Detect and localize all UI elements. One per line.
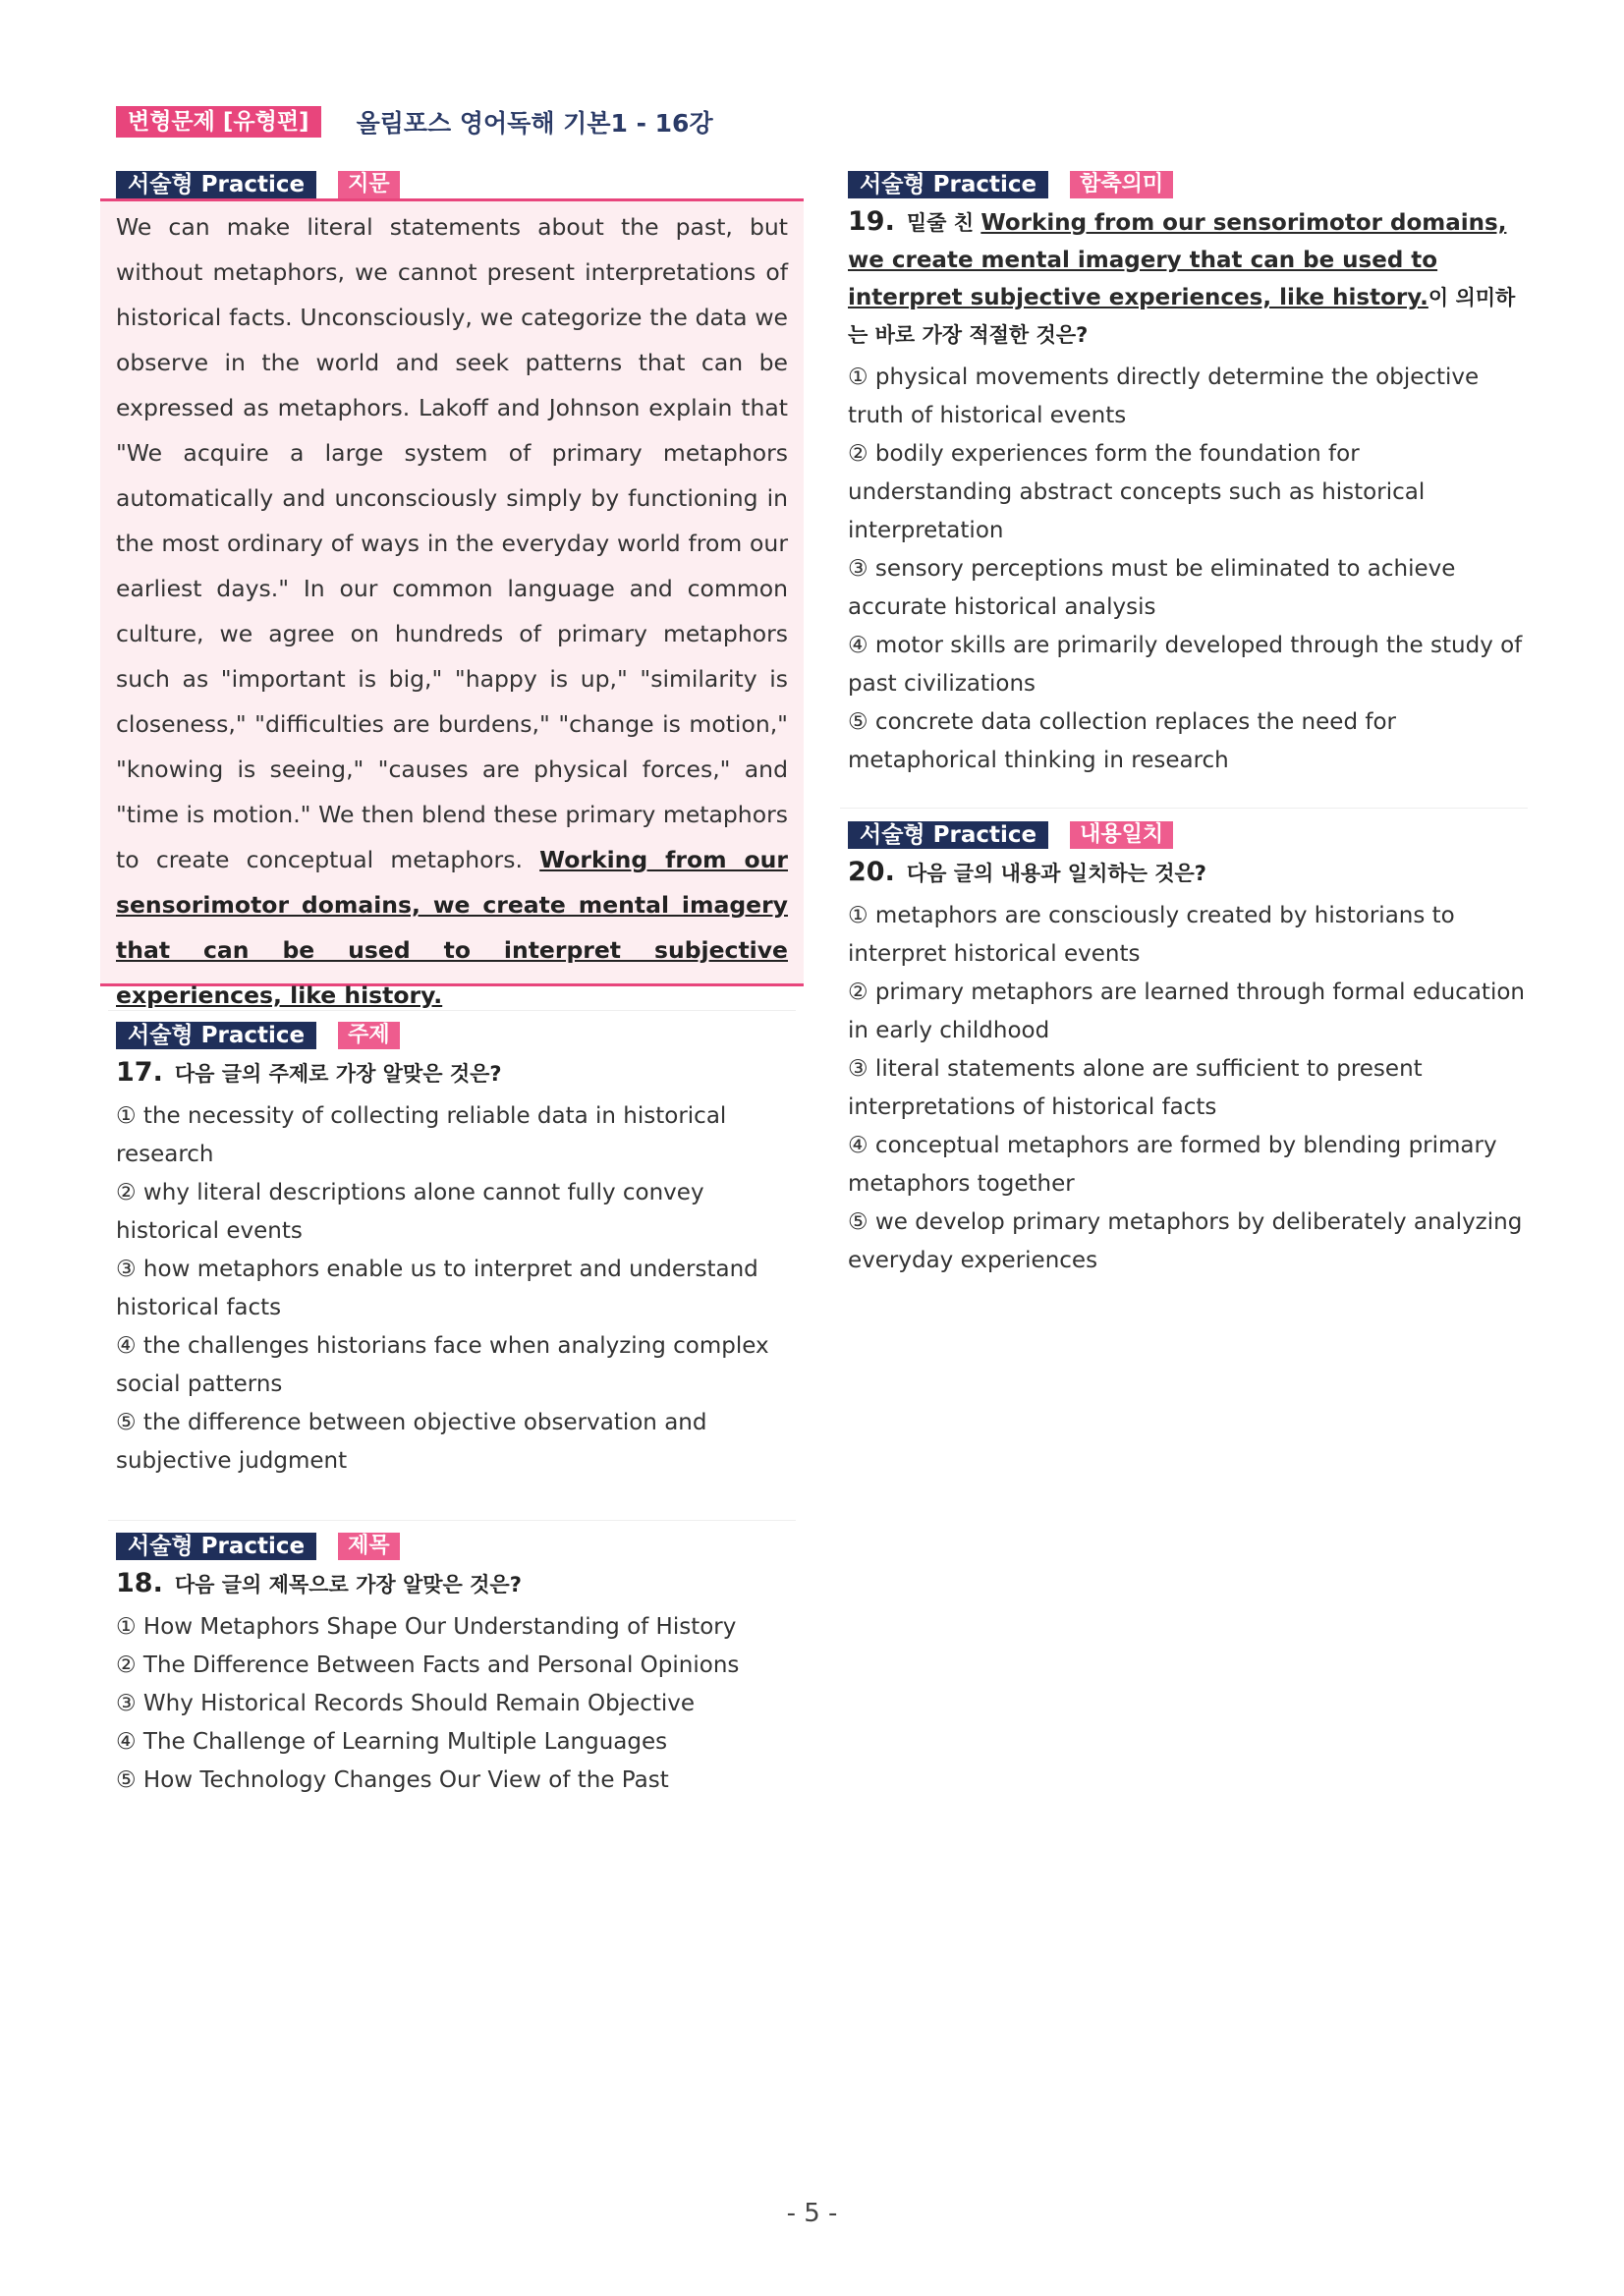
option[interactable]: ② bodily experiences form the foundation for understanding abstract concepts such as historical interpretation xyxy=(848,441,1426,543)
question-text: 다음 글의 주제로 가장 알맞은 것은? xyxy=(174,1062,502,1086)
passage-underlined: Working from our sensorimotor domains, we create mental imagery that can be used to interpret subjective experiences, like history. xyxy=(116,846,788,1009)
question-19 xyxy=(848,171,1526,780)
question-number: 19. xyxy=(848,206,895,237)
question-number: 20. xyxy=(848,857,895,887)
question-stem xyxy=(848,855,1526,893)
question-text: 다음 글의 제목으로 가장 알맞은 것은? xyxy=(174,1573,522,1596)
option[interactable]: ① How Metaphors Shape Our Understanding of History xyxy=(116,1614,737,1640)
option[interactable]: ② why literal descriptions alone cannot fully convey historical events xyxy=(116,1180,704,1244)
type-badge: 내용일치 xyxy=(1070,821,1173,849)
option[interactable]: ④ motor skills are primarily developed through the study of past civilizations xyxy=(848,633,1523,697)
question-number: 17. xyxy=(116,1057,163,1088)
option[interactable]: ① physical movements directly determine the objective truth of historical events xyxy=(848,364,1480,428)
section-tag: 변형문제 [유형편] xyxy=(116,106,321,138)
practice-badge: 서술형 Practice xyxy=(848,821,1048,849)
option[interactable]: ④ the challenges historians face when analyzing complex social patterns xyxy=(116,1333,769,1397)
question-suffix: 이 의미하는 바로 가장 적절한 것은? xyxy=(848,286,1516,347)
option[interactable]: ⑤ we develop primary metaphors by deliberately analyzing everyday experiences xyxy=(848,1209,1523,1273)
page-number: - 5 - xyxy=(786,2199,838,2228)
type-badge: 지문 xyxy=(338,171,400,198)
option[interactable]: ① metaphors are consciously created by historians to interpret historical events xyxy=(848,903,1455,967)
question-number: 18. xyxy=(116,1568,163,1598)
option[interactable]: ③ Why Historical Records Should Remain Objective xyxy=(116,1691,696,1716)
question-17 xyxy=(116,1022,788,1481)
practice-badge: 서술형 Practice xyxy=(116,171,316,198)
question-stem xyxy=(116,1566,788,1604)
option[interactable]: ③ sensory perceptions must be eliminated to achieve accurate historical analysis xyxy=(848,556,1456,620)
divider xyxy=(840,808,1528,809)
option[interactable]: ⑤ How Technology Changes Our View of the Past xyxy=(116,1767,669,1793)
divider xyxy=(108,1010,796,1011)
option[interactable]: ③ literal statements alone are sufficient to present interpretations of historical facts xyxy=(848,1056,1423,1120)
passage-badges xyxy=(116,171,788,198)
question-underlined: Working from our sensorimotor domains, we create mental imagery that can be used to interpret subjective experiences, like history. xyxy=(848,210,1507,310)
options-list xyxy=(848,897,1526,1280)
question-18 xyxy=(116,1533,788,1800)
option[interactable]: ④ The Challenge of Learning Multiple Languages xyxy=(116,1729,668,1755)
options-list xyxy=(116,1608,788,1800)
option[interactable]: ④ conceptual metaphors are formed by blending primary metaphors together xyxy=(848,1133,1497,1197)
divider xyxy=(108,1520,796,1521)
type-badge: 함축의미 xyxy=(1070,171,1173,198)
page-header xyxy=(116,104,713,140)
practice-badge: 서술형 Practice xyxy=(116,1533,316,1560)
question-prefix: 밑줄 친 xyxy=(906,211,981,235)
type-badge: 제목 xyxy=(338,1533,400,1560)
practice-badge: 서술형 Practice xyxy=(848,171,1048,198)
option[interactable]: ② The Difference Between Facts and Personal Opinions xyxy=(116,1652,740,1678)
option[interactable]: ③ how metaphors enable us to interpret and understand historical facts xyxy=(116,1257,758,1320)
question-stem xyxy=(116,1055,788,1093)
practice-badge: 서술형 Practice xyxy=(116,1022,316,1049)
option[interactable]: ⑤ concrete data collection replaces the need for metaphorical thinking in research xyxy=(848,709,1396,773)
question-20 xyxy=(848,821,1526,1280)
question-text: 다음 글의 내용과 일치하는 것은? xyxy=(906,862,1206,885)
option[interactable]: ② primary metaphors are learned through formal education in early childhood xyxy=(848,980,1525,1043)
passage-text xyxy=(116,204,788,1018)
type-badge: 주제 xyxy=(338,1022,400,1049)
option[interactable]: ① the necessity of collecting reliable data in historical research xyxy=(116,1103,727,1167)
question-stem xyxy=(848,204,1526,355)
passage-body: We can make literal statements about the past, but without metaphors, we cannot present interpretations of historical facts. Unconsciously, we categorize the data we observe in the world and seek patterns that can be expressed as metaphors. Lakoff and Johnson explain that "We acquire a large system of primary metaphors automatically and unconsciously simply by functioning in the most ordinary of ways in the everyday world from our earliest days." In our common language and common culture, we agree on hundreds of primary metaphors such as "important is big," "happy is up," "similarity is closeness," "difficulties are burdens," "change is motion," "knowing is seeing," "causes are physical forces," and "time is motion." We then blend these primary metaphors to create conceptual metaphors. xyxy=(116,213,788,873)
options-list xyxy=(848,359,1526,780)
page-title: 올림포스 영어독해 기본1 - 16강 xyxy=(356,109,713,138)
option[interactable]: ⑤ the difference between objective observation and subjective judgment xyxy=(116,1410,707,1474)
options-list xyxy=(116,1097,788,1481)
